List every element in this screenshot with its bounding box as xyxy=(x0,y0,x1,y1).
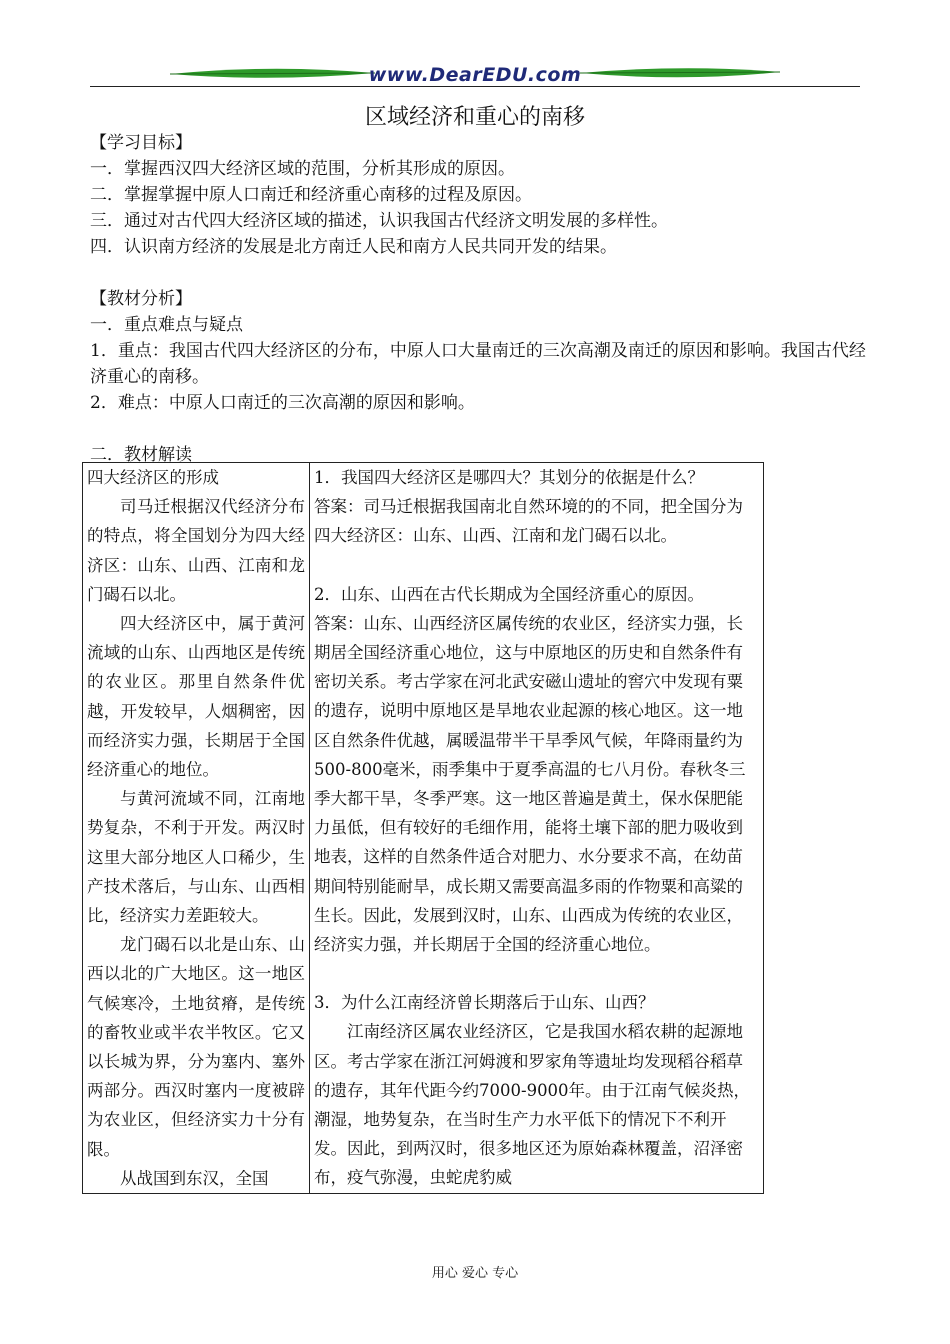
objective-item: 一．掌握西汉四大经济区域的范围，分析其形成的原因。 xyxy=(90,159,515,179)
page-title: 区域经济和重心的南移 xyxy=(364,105,585,130)
left-paragraph: 从战国到东汉，全国 xyxy=(120,1168,269,1188)
difficulty-text: 2．难点：中原人口南迁的三次高潮的原因和影响。 xyxy=(90,393,475,413)
objective-item: 二．掌握掌握中原人口南迁和经济重心南移的过程及原因。 xyxy=(90,185,532,205)
question-text: 2．山东、山西在古代长期成为全国经济重心的原因。 xyxy=(314,584,704,604)
key-point-text: 1．重点：我国古代四大经济区的分布，中原人口大量南迁的三次高潮及南迁的原因和影响。我国古代经济重心的南移。 xyxy=(90,341,866,387)
left-paragraph: 龙门碣石以北是山东、山西以北的广大地区。这一地区气候寒冷，土地贫瘠，是传统的畜牧业或半农半牧区。它又以长城为界，分为塞内、塞外两部分。西汉时塞内一度被辟为农业区，但经济实力十分有限。 xyxy=(87,935,305,1159)
site-header-banner xyxy=(90,60,860,92)
spacer xyxy=(314,551,759,580)
left-column-heading: 四大经济区的形成 xyxy=(87,468,219,487)
right-column-cell xyxy=(310,463,764,1194)
question-text: 3．为什么江南经济曾长期落后于山东、山西？ xyxy=(314,993,655,1013)
answer-text: 江南经济区属农业经济区，它是我国水稻农耕的起源地区。考古学家在浙江河姆渡和罗家角等遗址均发现稻谷稻草的遗存，其年代距今约7000-9000年。由于江南气候炎热，潮湿，地势复杂，在当时生产力水平低下的情况下不利开发。因此，到两汉时，很多地区还为原始森林覆盖，沼泽密布，疫气弥漫，虫蛇虎豹威 xyxy=(314,1022,751,1188)
page-footer: 用心 爱心 专心 xyxy=(431,1266,519,1281)
objectives-heading: 【学习目标】 xyxy=(90,133,192,153)
objective-item: 三．通过对古代四大经济区域的描述，认识我国古代经济文明发展的多样性。 xyxy=(90,211,668,231)
analysis-heading: 【教材分析】 xyxy=(90,289,192,309)
left-paragraph: 司马迁根据汉代经济分布的特点，将全国划分为四大经济区：山东、山西、江南和龙门碣石以北。 xyxy=(87,497,305,604)
header-divider xyxy=(90,86,860,87)
answer-text: 答案：山东、山西经济区属传统的农业区，经济实力强，长期居全国经济重心地位，这与中原地区的历史和自然条件有密切关系。考古学家在河北武安磁山遗址的窖穴中发现有粟的遗存，说明中原地区是旱地农业起源的核心地区。这一地区自然条件优越，属暖温带半干旱季风气候，年降雨量约为500-800毫米，雨季集中于夏季高温的七八月份。春秋冬三季大都干旱，冬季严寒。这一地区普遍是黄土，保水保肥能力虽低，但有较好的毛细作用，能将土壤下部的肥力吸收到地表，这样的自然条件适合对肥力、水分要求不高，在幼苗期间特别能耐旱，成长期又需要高温多雨的作物粟和高粱的生长。因此，发展到汉时，山东、山西成为传统的农业区，经济实力强，并长期居于全国的经济重心地位。 xyxy=(314,613,746,955)
table-row xyxy=(83,463,764,1194)
spacer xyxy=(90,416,870,442)
spacer xyxy=(314,959,759,988)
objective-item: 四．认识南方经济的发展是北方南迁人民和南方人民共同开发的结果。 xyxy=(90,237,617,257)
site-url-logo: www.DearEDU.com xyxy=(368,64,582,86)
spacer xyxy=(90,260,870,286)
left-paragraph: 四大经济区中，属于黄河流域的山东、山西地区是传统的农业区。那里自然条件优越，开发较早，人烟稠密，因而经济实力强，长期居于全国经济重心的地位。 xyxy=(87,614,305,780)
analysis-subheading: 一．重点难点与疑点 xyxy=(90,315,243,335)
textbook-interpretation-table xyxy=(82,462,764,1194)
document-body xyxy=(90,130,870,468)
answer-text: 答案：司马迁根据我国南北自然环境的的不同，把全国分为四大经济区：山东、山西、江南和龙门碣石以北。 xyxy=(314,497,743,546)
left-paragraph: 与黄河流域不同，江南地势复杂，不利于开发。两汉时这里大部分地区人口稀少，生产技术落后，与山东、山西相比，经济实力差距较大。 xyxy=(87,789,305,926)
left-column-cell xyxy=(83,463,310,1194)
question-text: 1．我国四大经济区是哪四大？其划分的依据是什么？ xyxy=(314,468,704,487)
analysis-subheading: 二．教材解读 xyxy=(90,445,192,465)
